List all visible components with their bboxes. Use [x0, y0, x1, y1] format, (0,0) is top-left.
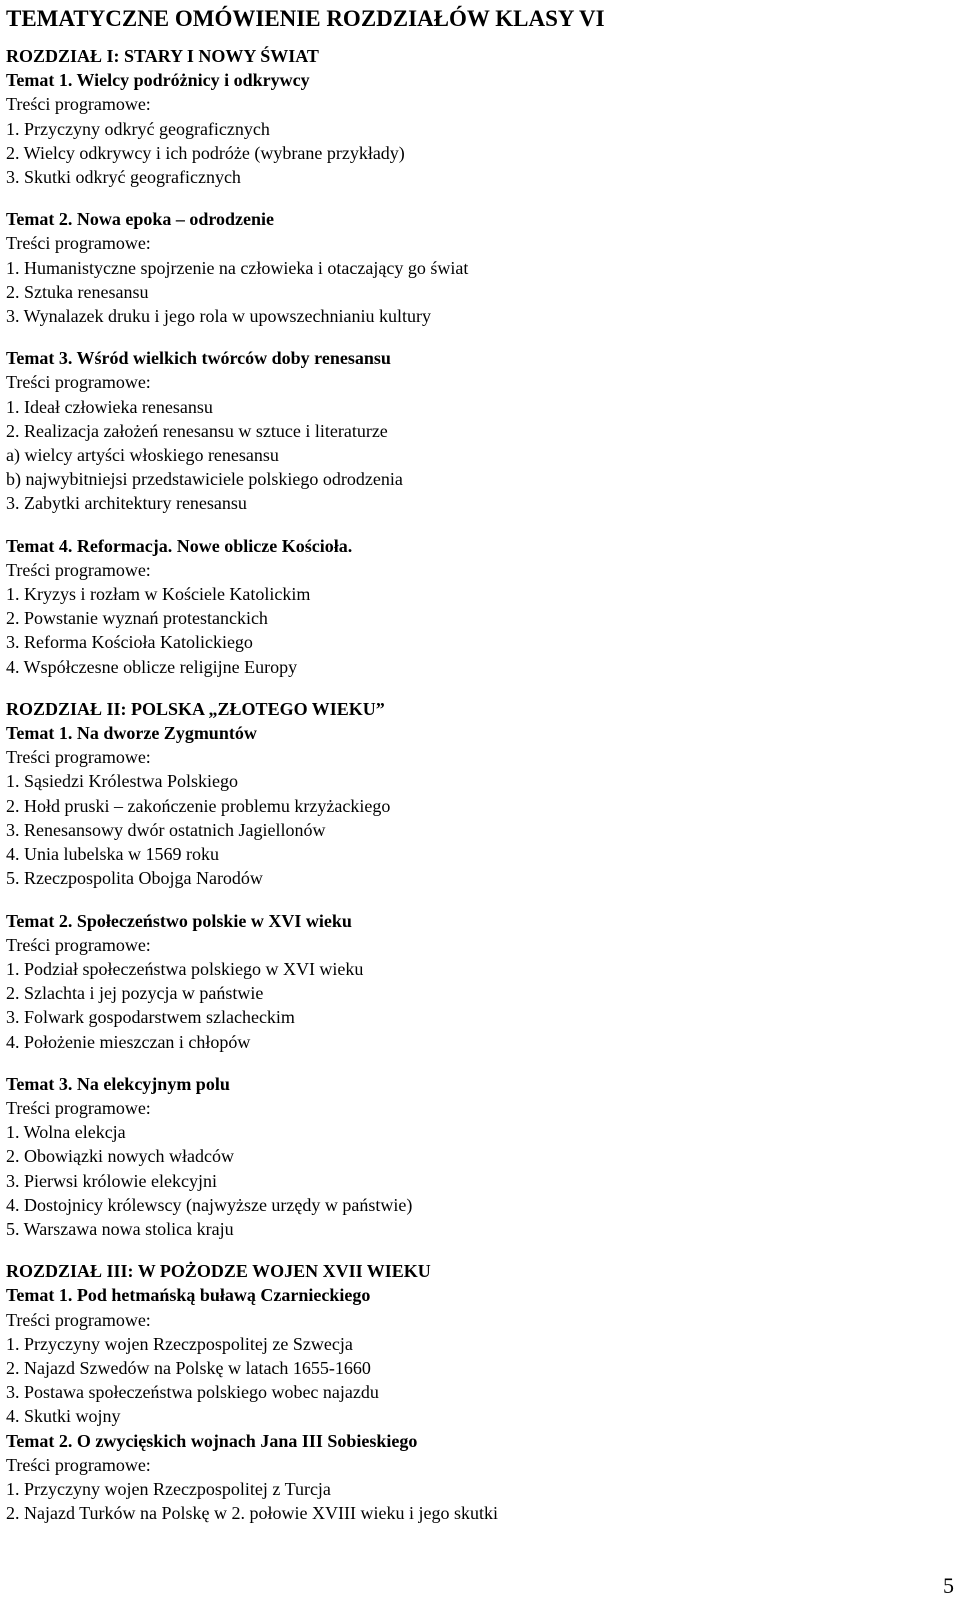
list-item: 2. Najazd Szwedów na Polskę w latach 1655-1660 [6, 1357, 371, 1378]
list-item: 2. Realizacja założeń renesansu w sztuce i literaturze [6, 420, 388, 441]
topic-heading: Temat 2. Nowa epoka – odrodzenie [6, 209, 275, 230]
content-label: Treści programowe: [6, 233, 151, 254]
list-item: a) wielcy artyści włoskiego renesansu [6, 445, 279, 466]
list-item: 5. Warszawa nowa stolica kraju [6, 1218, 234, 1239]
list-item: 1. Kryzys i rozłam w Kościele Katolickim [6, 584, 311, 605]
section-gap [6, 679, 936, 697]
content-label: Treści programowe: [6, 934, 151, 955]
section-gap [6, 891, 936, 909]
content-label: Treści programowe: [6, 559, 151, 580]
list-item: 1. Podział społeczeństwa polskiego w XVI wieku [6, 958, 364, 979]
topic-heading: Temat 1. Na dworze Zygmuntów [6, 723, 257, 744]
content-label: Treści programowe: [6, 1454, 151, 1475]
section-gap [6, 328, 936, 346]
topic-heading: Temat 4. Reformacja. Nowe oblicze Kościoła. [6, 535, 353, 556]
list-item: 4. Położenie mieszczan i chłopów [6, 1031, 251, 1052]
topic-heading: Temat 2. Społeczeństwo polskie w XVI wieku [6, 910, 352, 931]
topic-heading: Temat 2. O zwycięskich wojnach Jana III Sobieskiego [6, 1430, 418, 1451]
document-page [6, 0, 936, 1525]
topic-heading: Temat 3. Wśród wielkich twórców doby renesansu [6, 348, 391, 369]
list-item: 2. Powstanie wyznań protestanckich [6, 608, 268, 629]
document-content [6, 44, 936, 1525]
list-item: 4. Dostojnicy królewscy (najwyższe urzędy w państwie) [6, 1194, 413, 1215]
document-title: TEMATYCZNE OMÓWIENIE ROZDZIAŁÓW KLASY VI [6, 6, 605, 31]
list-item: 3. Wynalazek druku i jego rola w upowszechnianiu kultury [6, 306, 431, 327]
list-item: 1. Przyczyny wojen Rzeczpospolitej ze Szwecja [6, 1333, 353, 1354]
list-item: 2. Najazd Turków na Polskę w 2. połowie XVIII wieku i jego skutki [6, 1503, 498, 1524]
list-item: 1. Wolna elekcja [6, 1122, 126, 1143]
section-gap [6, 1054, 936, 1072]
topic-heading: Temat 1. Pod hetmańską buławą Czarnieckiego [6, 1285, 371, 1306]
list-item: 1. Ideał człowieka renesansu [6, 396, 213, 417]
list-item: 3. Reforma Kościoła Katolickiego [6, 632, 253, 653]
list-item: 1. Przyczyny wojen Rzeczpospolitej z Turcja [6, 1478, 331, 1499]
list-item: 4. Skutki wojny [6, 1406, 121, 1427]
list-item: 3. Renesansowy dwór ostatnich Jagiellonów [6, 819, 326, 840]
list-item: 5. Rzeczpospolita Obojga Narodów [6, 868, 263, 889]
list-item: 2. Sztuka renesansu [6, 281, 149, 302]
list-item: 2. Obowiązki nowych władców [6, 1146, 234, 1167]
content-label: Treści programowe: [6, 94, 151, 115]
list-item: 3. Pierwsi królowie elekcyjni [6, 1170, 217, 1191]
list-item: 1. Humanistyczne spojrzenie na człowieka i otaczający go świat [6, 257, 469, 278]
list-item: 3. Postawa społeczeństwa polskiego wobec najazdu [6, 1382, 379, 1403]
section-gap [6, 189, 936, 207]
list-item: 1. Sąsiedzi Królestwa Polskiego [6, 771, 238, 792]
chapter-heading: ROZDZIAŁ I: STARY I NOWY ŚWIAT [6, 46, 319, 66]
content-label: Treści programowe: [6, 1309, 151, 1330]
list-item: 3. Zabytki architektury renesansu [6, 493, 247, 514]
topic-heading: Temat 3. Na elekcyjnym polu [6, 1073, 230, 1094]
list-item: 4. Unia lubelska w 1569 roku [6, 844, 219, 865]
page-number: 5 [943, 1573, 954, 1598]
list-item: 4. Współczesne oblicze religijne Europy [6, 656, 298, 677]
topic-heading: Temat 1. Wielcy podróżnicy i odkrywcy [6, 70, 310, 91]
list-item: 3. Skutki odkryć geograficznych [6, 167, 241, 188]
content-label: Treści programowe: [6, 372, 151, 393]
content-label: Treści programowe: [6, 747, 151, 768]
section-gap [6, 516, 936, 534]
section-gap [6, 1241, 936, 1259]
list-item: b) najwybitniejsi przedstawiciele polskiego odrodzenia [6, 469, 403, 490]
content-label: Treści programowe: [6, 1097, 151, 1118]
list-item: 3. Folwark gospodarstwem szlacheckim [6, 1007, 295, 1028]
list-item: 2. Wielcy odkrywcy i ich podróże (wybrane przykłady) [6, 142, 405, 163]
list-item: 2. Szlachta i jej pozycja w państwie [6, 983, 264, 1004]
list-item: 2. Hołd pruski – zakończenie problemu krzyżackiego [6, 795, 391, 816]
list-item: 1. Przyczyny odkryć geograficznych [6, 118, 270, 139]
chapter-heading: ROZDZIAŁ III: W POŻODZE WOJEN XVII WIEKU [6, 1261, 431, 1282]
chapter-heading: ROZDZIAŁ II: POLSKA „ZŁOTEGO WIEKU” [6, 698, 385, 719]
